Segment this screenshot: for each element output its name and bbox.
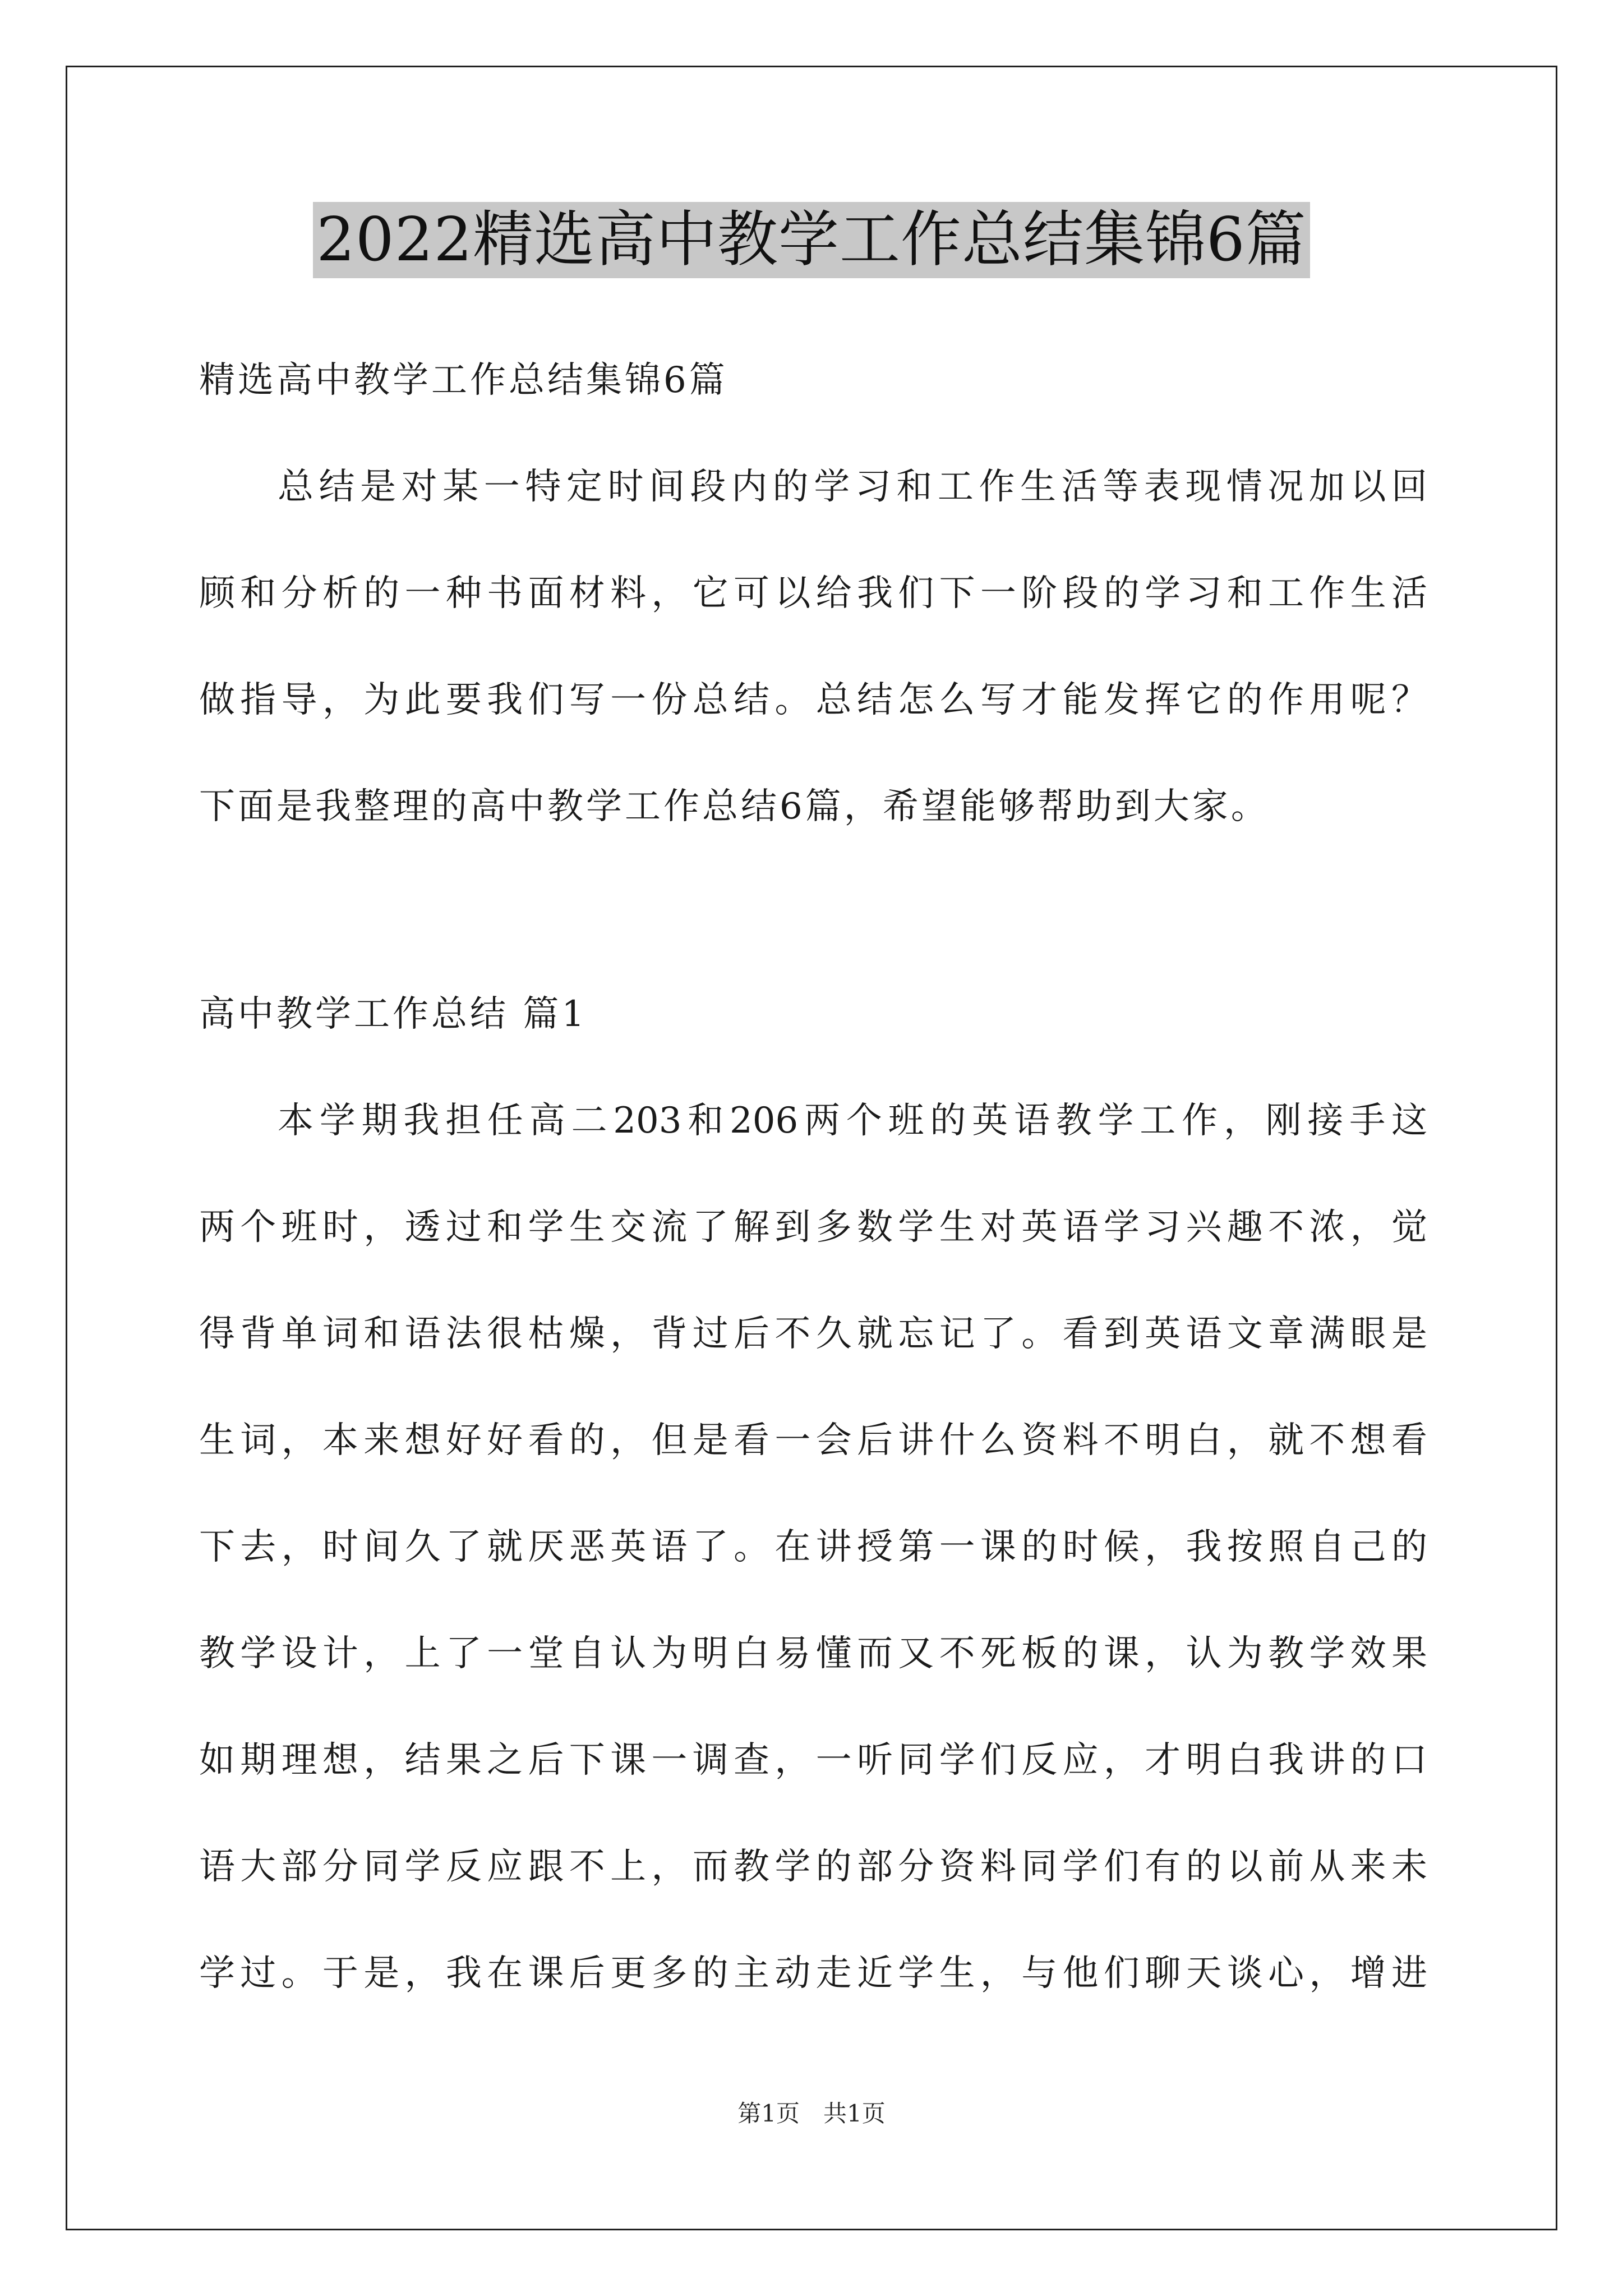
body-line-7: 如期理想，结果之后下课一调查，一听同学们反应，才明白我讲的口 — [199, 1740, 1427, 1781]
intro-line-4: 下面是我整理的高中教学工作总结6篇，希望能够帮助到大家。 — [199, 786, 1270, 827]
body-line-6: 教学设计，上了一堂自认为明白易懂而又不死板的课，认为教学效果 — [199, 1633, 1427, 1674]
body-line-5: 下去，时间久了就厌恶英语了。在讲授第一课的时候，我按照自己的 — [199, 1526, 1427, 1568]
intro-line-3: 做指导，为此要我们写一份总结。总结怎么写才能发挥它的作用呢？ — [199, 679, 1427, 721]
body-line-2: 两个班时，透过和学生交流了解到多数学生对英语学习兴趣不浓，觉 — [199, 1207, 1427, 1248]
body-line-9: 学过。于是，我在课后更多的主动走近学生，与他们聊天谈心，增进 — [199, 1953, 1427, 1994]
page-footer — [0, 2095, 1623, 2129]
body-line-4: 生词，本来想好好看的，但是看一会后讲什么资料不明白，就不想看 — [199, 1420, 1427, 1461]
body-line-8: 语大部分同学反应跟不上，而教学的部分资料同学们有的以前从来未 — [199, 1846, 1427, 1888]
title-container — [0, 202, 1623, 278]
document-subtitle: 精选高中教学工作总结集锦6篇 — [199, 360, 728, 401]
intro-line-1: 总结是对某一特定时间段内的学习和工作生活等表现情况加以回 — [278, 466, 1427, 508]
document-title: 2022精选高中教学工作总结集锦6篇 — [313, 202, 1310, 278]
page-number: 第1页 共1页 — [737, 2100, 886, 2127]
intro-line-2: 顾和分析的一种书面材料，它可以给我们下一阶段的学习和工作生活 — [199, 573, 1427, 614]
body-line-3: 得背单词和语法很枯燥，背过后不久就忘记了。看到英语文章满眼是 — [199, 1313, 1427, 1355]
section-heading: 高中教学工作总结 篇1 — [199, 993, 588, 1035]
body-line-1: 本学期我担任高二203和206两个班的英语教学工作，刚接手这 — [278, 1100, 1427, 1142]
